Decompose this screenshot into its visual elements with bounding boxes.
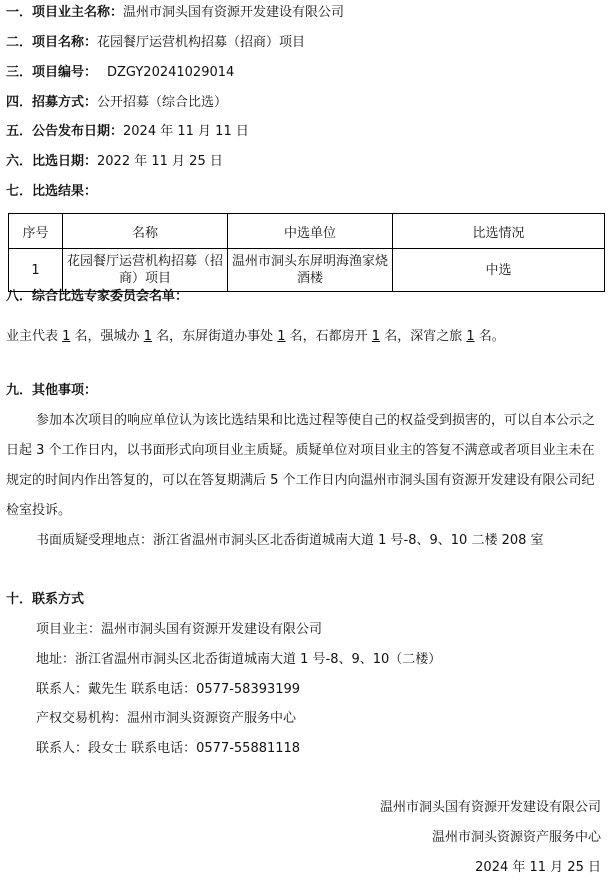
- table-cell-winner: 温州市洞头东屏明海渔家烧酒楼: [228, 249, 393, 292]
- signature-org-1: 温州市洞头国有资源开发建设有限公司: [379, 800, 601, 815]
- method-value: 公开招募（综合比选）: [97, 95, 228, 110]
- contact-agency: 产权交易机构：温州市洞头资源资产服务中心: [36, 711, 297, 726]
- expert-text: 名，东屏街道办事处: [151, 329, 278, 344]
- contact-owner: 项目业主：温州市洞头国有资源开发建设有限公司: [36, 622, 323, 637]
- project-name-value: 花园餐厅运营机构招募（招商）项目: [97, 35, 306, 50]
- table-header: 名称: [63, 214, 228, 249]
- expert-text: 业主代表: [6, 329, 63, 344]
- project-code-label: 三．项目编号：: [6, 65, 98, 80]
- experts-list: [6, 327, 603, 347]
- expert-text: 名，石都房开: [285, 329, 372, 344]
- expert-count: 1: [62, 329, 71, 344]
- expert-text: 名，深宵之旅: [380, 329, 467, 344]
- expert-text: 名。: [474, 329, 505, 344]
- signature-date: 2024 年 11 月 25 日: [475, 860, 601, 875]
- compare-date-value: 2022 年 11 月 25 日: [97, 154, 223, 169]
- project-code-value: DZGY20241029014: [107, 65, 235, 80]
- result-title: 七．比选结果：: [6, 184, 98, 199]
- contact-title: 十．联系方式: [6, 592, 85, 607]
- publish-date-label: 五．公告发布日期：: [6, 124, 124, 139]
- compare-date-line: [6, 152, 603, 172]
- contact-person-2: 联系人：段女士 联系电话：0577-55881118: [36, 741, 301, 756]
- contact-person-1: 联系人：戴先生 联系电话：0577-58393199: [36, 682, 301, 697]
- project-code-line: [6, 63, 603, 83]
- table-cell-index: 1: [9, 249, 63, 292]
- method-label: 四．招募方式：: [6, 95, 98, 110]
- table-header-row: [9, 214, 605, 249]
- publish-date-line: [6, 122, 603, 142]
- table-header: 序号: [9, 214, 63, 249]
- result-table: [8, 213, 605, 292]
- signature-org-2: 温州市洞头资源资产服务中心: [431, 830, 601, 845]
- table-header: 中选单位: [228, 214, 393, 249]
- expert-text: 名，强城办: [70, 329, 144, 344]
- compare-date-label: 六．比选日期：: [6, 154, 98, 169]
- owner-line: [6, 3, 603, 23]
- expert-count: 1: [143, 329, 152, 344]
- owner-label: 一．项目业主名称：: [6, 5, 124, 20]
- expert-count: 1: [371, 329, 381, 344]
- table-row: [9, 249, 605, 292]
- owner-value: 温州市洞头国有资源开发建设有限公司: [123, 5, 345, 20]
- expert-count: 1: [466, 329, 475, 344]
- complaint-address: 书面质疑受理地点：浙江省温州市洞头区北岙街道城南大道 1 号-8、9、10 二楼 208 室: [36, 533, 544, 548]
- other-title: 九．其他事项：: [6, 383, 98, 398]
- method-line: [6, 93, 603, 113]
- project-name-line: [6, 33, 603, 53]
- expert-count: 1: [277, 329, 286, 344]
- other-paragraph: 参加本次项目的响应单位认为该比选结果和比选过程等使自己的权益受到损害的，可以自本公示之日起 3 个工作日内，以书面形式向项目业主质疑。质疑单位对项目业主的答复不满意或者项目业主未在规定的时间内作出答复的，可以在答复期满后 5 个工作日内向温州市洞头国有资源开发建设有限公司纪检室投诉。: [6, 413, 596, 518]
- publish-date-value: 2024 年 11 月 11 日: [123, 124, 249, 139]
- project-name-label: 二．项目名称：: [6, 35, 98, 50]
- table-header: 比选情况: [393, 214, 605, 249]
- contact-address: 地址：浙江省温州市洞头区北岙街道城南大道 1 号-8、9、10（二楼）: [36, 652, 442, 667]
- table-cell-status: 中选: [393, 249, 605, 292]
- experts-title: 八．综合比选专家委员会名单：: [6, 289, 189, 304]
- table-cell-name: 花园餐厅运营机构招募（招商）项目: [63, 249, 228, 292]
